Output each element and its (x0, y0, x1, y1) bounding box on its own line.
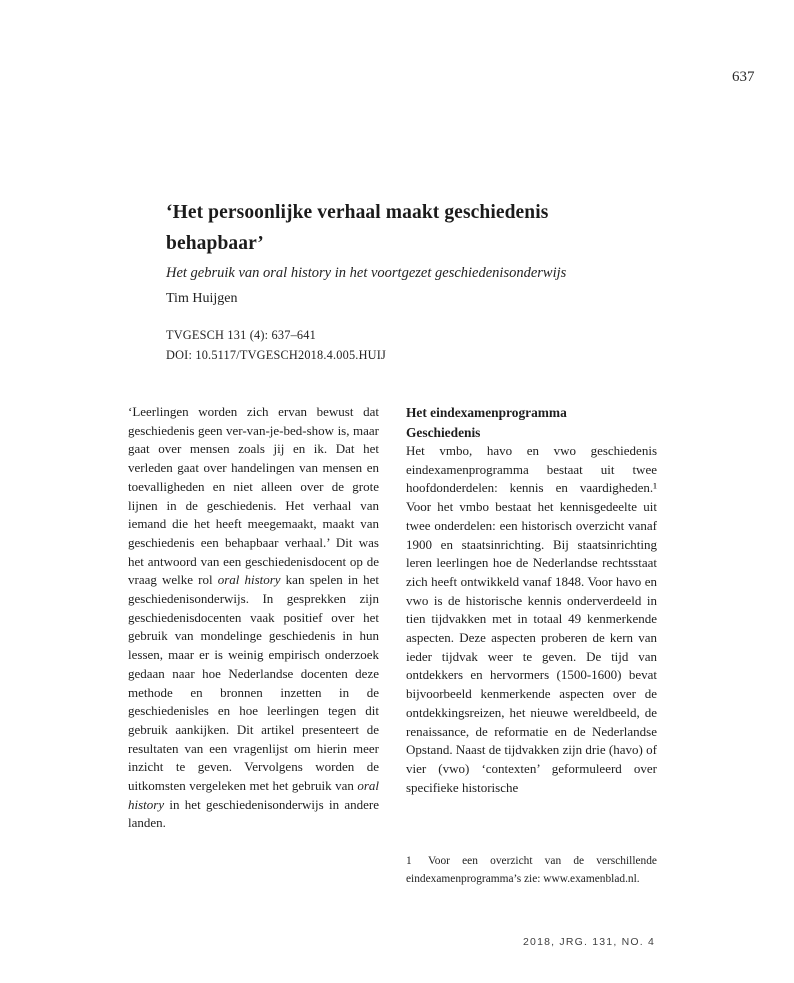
body-paragraph-right: Het vmbo, havo en vwo geschiedenis eindexamenprogramma bestaat uit twee hoofdonderdelen: kennis en vaardigheden.¹ Voor het vmbo bestaat het kennisgedeelte uit twee onderdelen: een historisch overzicht vanaf 1900 en staatsinrichting. Bij staatsinrichting leren leerlingen hoe de Nederlandse rechtsstaat zich heeft ontwikkeld vanaf 1848. Voor havo en vwo is de historische kennis onderverdeeld in tien tijdvakken met in totaal 49 kenmerkende aspecten. Deze aspecten proberen de kern van ieder tijdvak weer te geven. De tijd van ontdekkers en hervormers (1500-1600) bevat bijvoorbeeld kenmerkende aspecten over de ontdekkingsreizen, het nieuwe wereldbeeld, de renaissance, de reformatie en de Nederlandse Opstand. Naast de tijdvakken zijn drie (havo) of vier (vwo) ‘contexten’ geformuleerd over specifieke historische (406, 443, 657, 795)
footnote-marker: 1 (406, 855, 412, 867)
article-header (166, 197, 618, 365)
article-title: ‘Het persoonlijke verhaal maakt geschiedenis behapbaar’ (166, 202, 549, 254)
article-subtitle: Het gebruik van oral history in het voortgezet geschiedenisonderwijs (166, 265, 567, 281)
page-number: 637 (732, 69, 755, 85)
footnote-text: Voor een overzicht van de verschillende eindexamenprogramma’s zie: www.examenblad.nl. (406, 855, 657, 885)
section-heading: Het eindexamenprogramma Geschiedenis (406, 405, 567, 440)
body-paragraph-left: ‘Leerlingen worden zich ervan bewust dat geschiedenis geen ver-van-je-bed-show is, maar gaat over mensen zoals jij en ik. Dat het verleden gaat over handelingen van mensen en toevalligheden en niet alleen over de grote lijnen in de geschiedenis. Het verhaal van iemand die het heeft meegemaakt, maakt van geschiedenis een behapbaar verhaal.’ Dit was het antwoord van een geschiedenisdocent op de vraag welke rol oral history kan spelen in het geschiedenisonderwijs. In gesprekken zijn geschiedenisdocenten vaak positief over het gebruik van mondelinge geschiedenis in hun lessen, maar er is weinig empirisch onderzoek gedaan naar hoe Nederlandse docenten deze methode en bronnen inzetten in de geschiedenisles en hoe leerlingen tegen dit gebruik aankijken. Dit artikel presenteert de resultaten van een vragenlijst om hierin meer inzicht te geven. Vervolgens worden de uitkomsten vergeleken met het gebruik van oral history in het geschiedenisonderwijs in andere landen. (128, 404, 379, 831)
article-body (128, 403, 657, 833)
right-column (406, 403, 657, 833)
footnote (406, 853, 657, 888)
citation-block (166, 325, 618, 365)
citation-volume: TVGESCH 131 (4): 637–641 (166, 328, 316, 342)
left-column (128, 403, 379, 833)
author-name: Tim Huijgen (166, 291, 238, 306)
citation-doi: DOI: 10.5117/TVGESCH2018.4.005.HUIJ (166, 348, 387, 362)
footer-journal-info: 2018, JRG. 131, NO. 4 (522, 936, 655, 948)
